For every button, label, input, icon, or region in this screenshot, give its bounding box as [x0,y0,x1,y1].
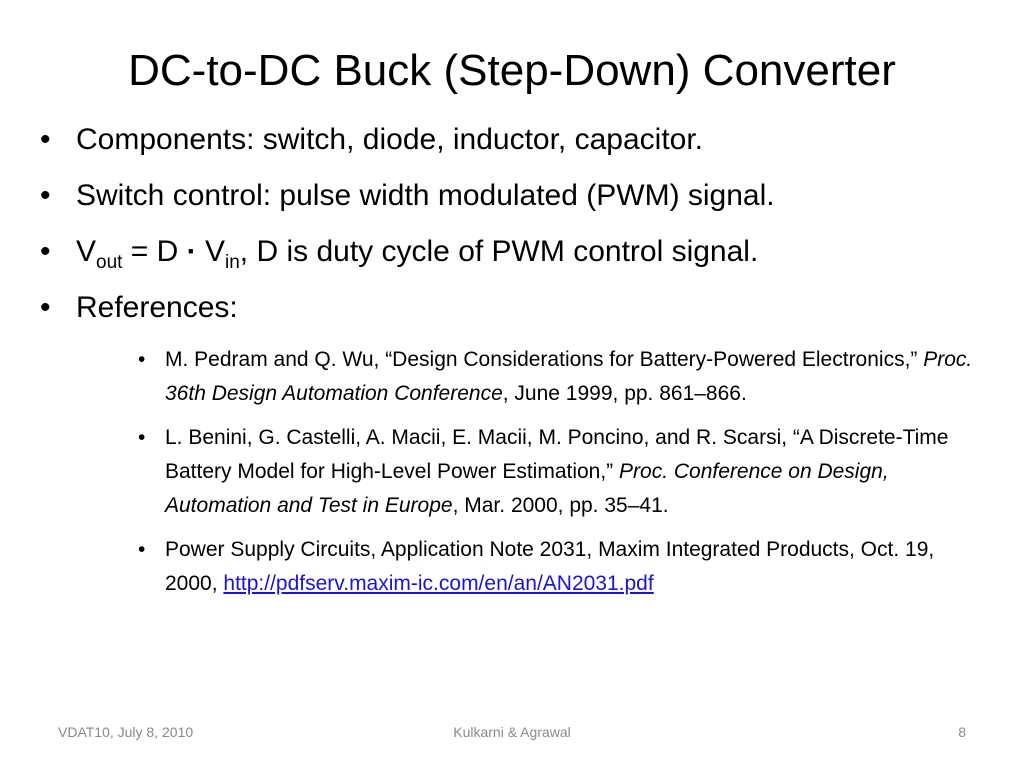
bullet-text: References: [76,291,238,324]
bullet-text: Switch control: pulse width modulated (PWM) signal. [76,179,775,212]
formula-v-out: V [76,235,97,268]
bullet-icon: • [138,348,146,371]
reference-item [40,533,980,601]
footer-authors: Kulkarni & Agrawal [453,724,571,740]
bullet-icon: • [40,179,51,212]
bullet-icon: • [138,538,146,561]
formula-v-in: V [196,235,225,268]
bullet-switch-control [40,174,1000,218]
reference-list [40,343,980,611]
formula-equals-d: = D [122,235,187,268]
reference-text: M. Pedram and Q. Wu, “Design Considerations for Battery-Powered Electronics,” [165,348,924,371]
multiply-dot: · [186,235,197,268]
reference-details: , June 1999, pp. 861–866. [502,382,747,405]
bullet-components [40,118,1000,162]
formula [76,235,759,273]
bullet-icon: • [138,426,146,449]
formula-in-subscript: in [225,252,240,273]
slide-number: 8 [958,724,966,740]
bullet-icon: • [40,123,51,156]
reference-details: , Mar. 2000, pp. 35–41. [452,494,669,517]
reference-text: Power Supply Circuits, Application Note 2031, Maxim Integrated Products, Oct. 19, 2000, [165,538,935,595]
reference-link[interactable]: http://pdfserv.maxim-ic.com/en/an/AN2031.pdf [223,572,654,595]
reference-text: L. Benini, G. Castelli, A. Macii, E. Macii, M. Poncino, and R. Scarsi, “A Discrete-Time Battery Model for High-Level Power Estimation,” [165,426,949,483]
bullet-references [40,286,1000,330]
bullet-icon: • [40,235,51,268]
bullet-formula [40,230,1000,274]
bullet-text: Components: switch, diode, inductor, capacitor. [76,123,704,156]
formula-out-subscript: out [96,252,123,273]
bullet-icon: • [40,291,51,324]
footer-date: VDAT10, July 8, 2010 [58,724,194,740]
reference-venue: Proc. Conference on Design, Automation and Test in Europe [165,460,889,517]
bullet-list [40,118,1000,342]
reference-item [40,343,980,411]
reference-item [40,421,980,523]
reference-venue: Proc. 36th Design Automation Conference [165,348,973,405]
slide-title: DC-to-DC Buck (Step-Down) Converter [128,46,896,95]
formula-description: , D is duty cycle of PWM control signal. [239,235,759,268]
